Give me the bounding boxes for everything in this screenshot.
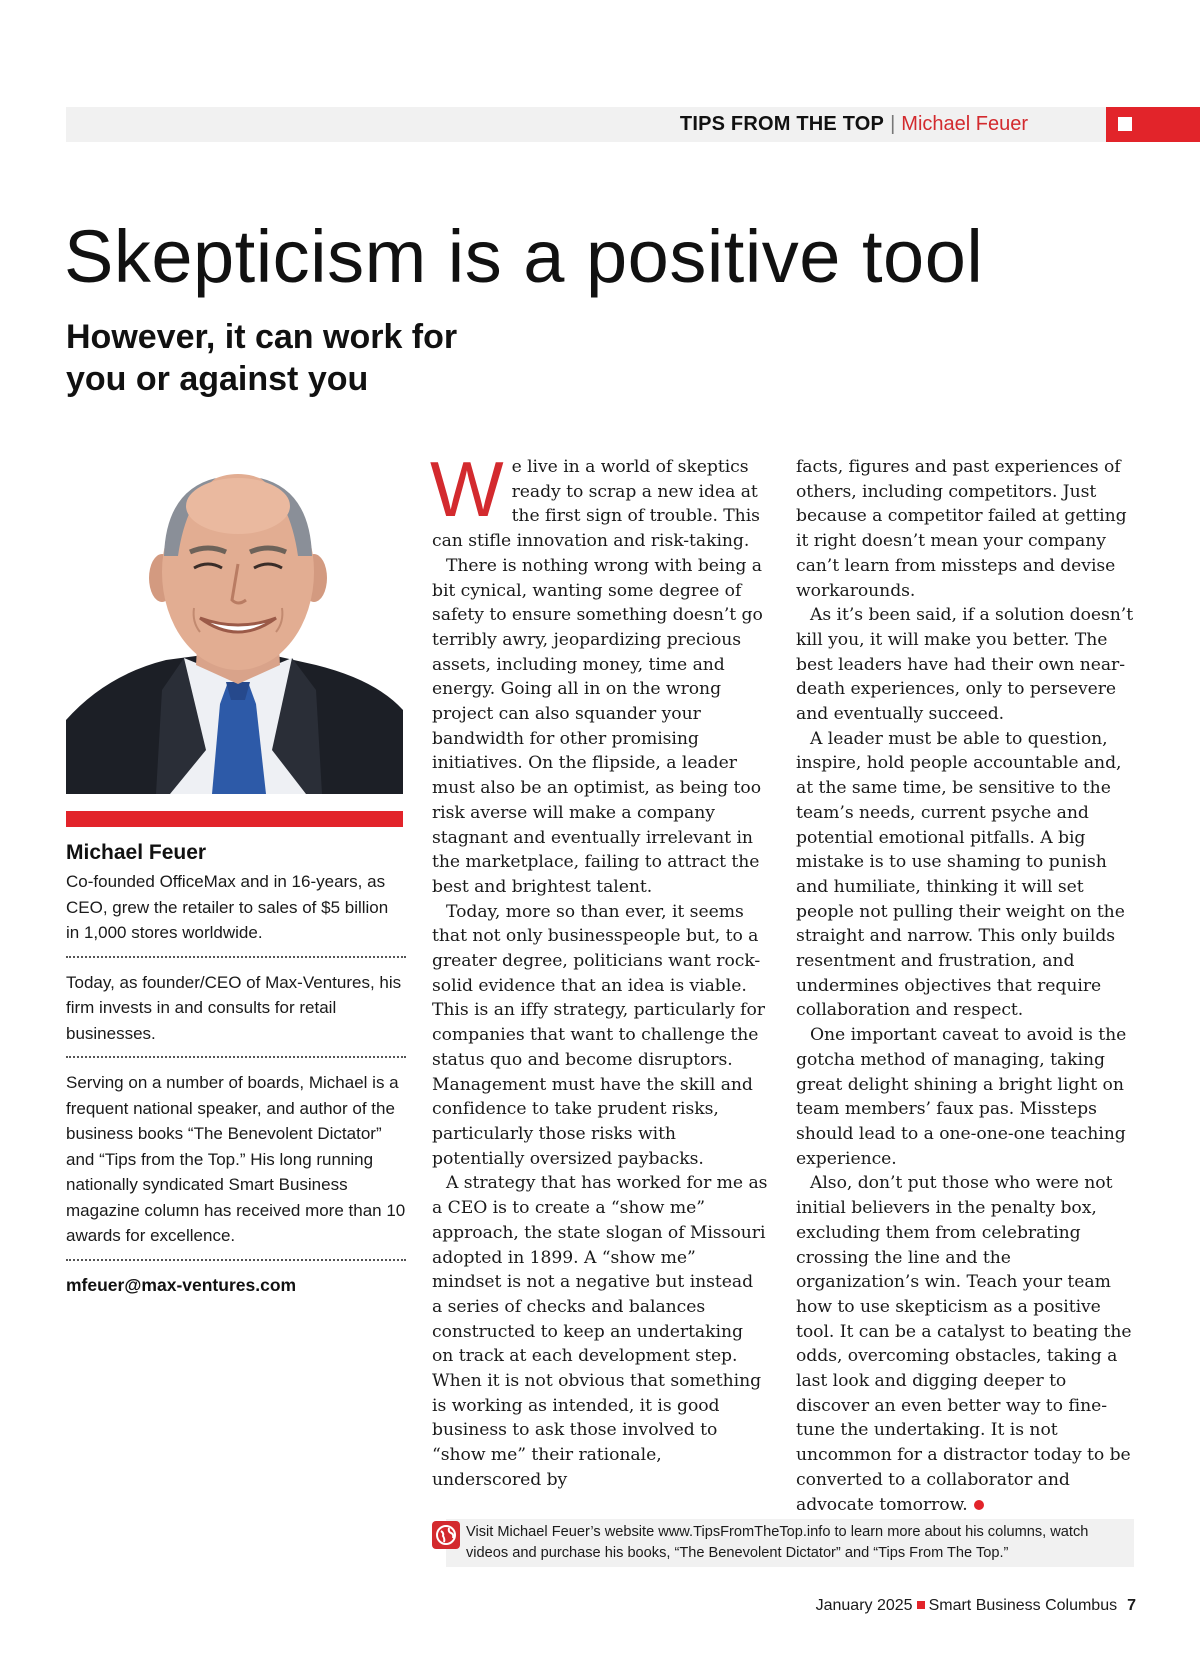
bio-name: Michael Feuer <box>66 841 207 864</box>
subhead: However, it can work for you or against you <box>66 318 458 398</box>
article-paragraph <box>430 445 768 554</box>
bio-red-rule <box>66 811 403 827</box>
author-bio <box>66 841 406 1296</box>
article-paragraph: Today, more so than ever, it seems that not only businesspeople but, to a greater degree, politicians want rock-solid evidence that an idea is viable. This is an iffy strategy, particularly for companies that want to challenge the status quo and become disruptors. Management must have the skill and confidence to take prudent risks, particularly those risks with potentially oversized paybacks. <box>432 901 765 1169</box>
article-paragraph-text: e live in a world of skeptics ready to scrap a new idea at the first sign of trouble. This can stifle innovation and risk-taking. <box>432 457 760 552</box>
section-label: TIPS FROM THE TOP <box>679 113 885 135</box>
bio-paragraph: Today, as founder/CEO of Max-Ventures, his firm invests in and consults for retail businesses. <box>66 970 406 1059</box>
publication-name: Smart Business Columbus <box>928 1597 1118 1614</box>
header-bar <box>66 107 1200 142</box>
drop-cap: W <box>430 445 504 533</box>
article-column-1 <box>430 445 768 1493</box>
section-header <box>680 107 1028 142</box>
article-paragraph: facts, figures and past experiences of others, including competitors. Just because a competitor failed at getting it right doesn’t mean your company can’t learn from missteps and devise workarounds. <box>796 457 1127 601</box>
globe-icon <box>432 1521 460 1549</box>
end-mark-icon <box>974 1500 984 1510</box>
footer-square-icon <box>917 1601 925 1609</box>
author-email-link[interactable]: mfeuer@max-ventures.com <box>66 1274 297 1295</box>
header-author: Michael Feuer <box>901 113 1028 135</box>
article-paragraph: One important caveat to avoid is the gotcha method of managing, taking great delight shining a bright light on team members’ faux pas. Missteps should lead to a one-one-one teaching experience. <box>796 1025 1127 1169</box>
article-column-2 <box>796 455 1136 1517</box>
bio-paragraph: Co-founded OfficeMax and in 16-years, as CEO, grew the retailer to sales of $5 billion in 1,000 stores worldwide. <box>66 869 406 958</box>
issue-date: January 2025 <box>815 1597 913 1614</box>
page-footer <box>816 1597 1136 1615</box>
article-paragraph: A leader must be able to question, inspire, hold people accountable and, at the same time, be sensitive to the team’s needs, current psyche and potential emotional pitfalls. A big mistake is to use shaming to punish and humiliate, thinking it will set people not pulling their weight on the straight and narrow. This only builds resentment and frustration, and undermines objectives that require collaboration and respect. <box>796 728 1125 1021</box>
headline: Skepticism is a positive tool <box>64 215 984 298</box>
bio-paragraph: Serving on a number of boards, Michael is a frequent national speaker, and author of the business books “The Benevolent Dictator” and “Tips from the Top.” His long running nationally syndicated Smart Business magazine column has received more than 10 awards for excellence. <box>66 1070 406 1261</box>
header-square-icon <box>1118 117 1132 131</box>
article-paragraph <box>796 1171 1136 1517</box>
article-paragraph-text: Also, don’t put those who were not initial believers in the penalty box, excluding them from celebrating crossing the line and the organization’s win. Teach your team how to use skepticism as a positive tool. It can be a catalyst to beating the odds, overcoming obstacles, taking a last look and digging deeper to discover an even better way to fine-tune the undertaking. It is not uncommon for a distractor today to be converted to a collaborator and advocate tomorrow. <box>796 1173 1132 1515</box>
page-number: 7 <box>1127 1597 1136 1614</box>
header-separator: | <box>890 113 896 135</box>
article-paragraph: A strategy that has worked for me as a CEO is to create a “show me” approach, the state slogan of Missouri adopted in 1899. A “show me” mindset is not a negative but instead a series of checks and balances constructed to keep an undertaking on track at each development step. When it is not obvious that something is working as intended, it is good business to ask those involved to “show me” their rationale, underscored by <box>432 1173 768 1490</box>
website-info-text[interactable]: Visit Michael Feuer’s website www.TipsFromTheTop.info to learn more about his columns, watch videos and purchase his books, “The Benevolent Dictator” and “Tips From The Top.” <box>466 1524 1089 1561</box>
author-photo <box>66 460 403 794</box>
article-paragraph: As it’s been said, if a solution doesn’t kill you, it will make you better. The best leaders have had their own near-death experiences, only to persevere and eventually succeed. <box>796 605 1134 725</box>
article-paragraph: There is nothing wrong with being a bit cynical, wanting some degree of safety to ensure something doesn’t go terribly awry, jeopardizing precious assets, including money, time and energy. Going all in on the wrong project can also squander your bandwidth for other promising initiatives. On the flipside, a leader must also be an optimist, as being too risk averse will make a company stagnant and eventually irrelevant in the marketplace, failing to attract the best and brightest talent. <box>432 555 763 897</box>
